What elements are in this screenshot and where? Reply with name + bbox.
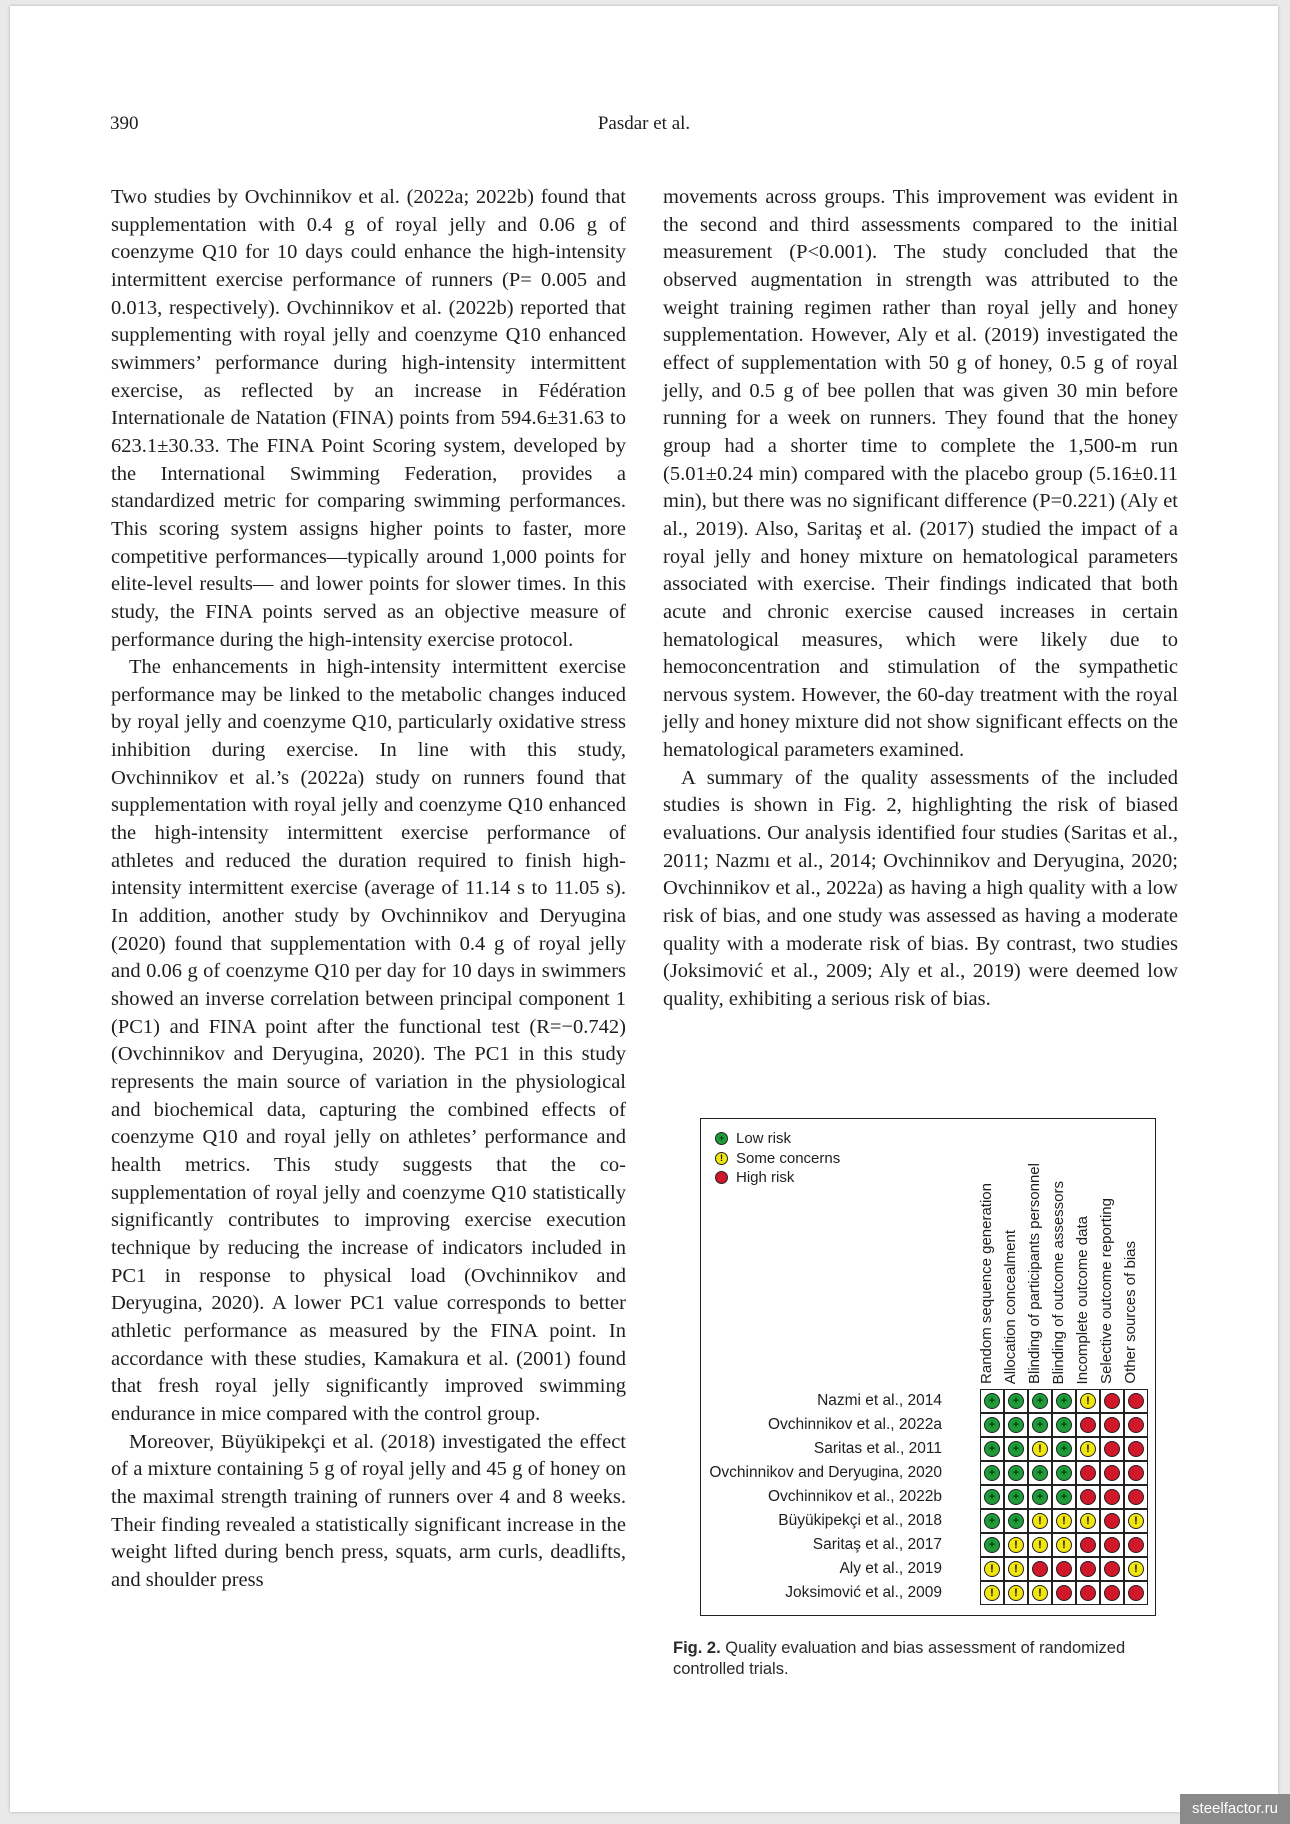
- page-number: 390: [110, 113, 139, 134]
- study-label: Nazmi et al., 2014: [817, 1392, 942, 1409]
- rating-cell: [980, 1533, 1004, 1557]
- some-risk-icon: !: [1032, 1441, 1048, 1457]
- rating-cell: [980, 1581, 1004, 1605]
- paragraph: Two studies by Ovchinnikov et al. (2022a; 2022b) found that supplementation with 0.4 g of royal jelly and 0.06 g of coenzyme Q10 for 10 days could enhance the high-intensity intermittent exercise performance of runners (P= 0.005 and 0.013, respectively). Ovchinnikov et al. (2022b) reported that supplementing with royal jelly and coenzyme Q10 enhanced swimmers’ performance during high-intensity intermittent exercise, as reflected by an increase in Fédération Internationale de Natation (FINA) points from 594.6±31.63 to 623.1±30.33. The FINA Point Scoring system, developed by the International Swimming Federation, provides a standardized metric for comparing swimming performances. This scoring system assigns higher points to faster, more competitive performances—typically around 1,000 points for elite-level results— and lower points for slower times. In this study, the FINA points served as an objective measure of performance during the high-intensity exercise protocol.: [111, 186, 626, 651]
- rating-cell: [1004, 1509, 1028, 1533]
- legend-item: [715, 1129, 840, 1149]
- rating-cell: [1004, 1389, 1028, 1413]
- study-label: Ovchinnikov and Deryugina, 2020: [709, 1464, 942, 1481]
- domain-header: [1047, 1129, 1071, 1384]
- high-risk-icon: [1128, 1417, 1144, 1433]
- rating-cell: [1004, 1461, 1028, 1485]
- high-risk-icon: [1104, 1393, 1120, 1409]
- rating-cell: [1004, 1557, 1028, 1581]
- high-risk-icon: [1128, 1441, 1144, 1457]
- rating-cell: [1004, 1437, 1028, 1461]
- high-risk-icon: [1104, 1561, 1120, 1577]
- rating-cell: [1076, 1389, 1100, 1413]
- rating-cell: [1028, 1461, 1052, 1485]
- rating-cell: [1076, 1533, 1100, 1557]
- study-label: Saritaş et al., 2017: [812, 1536, 942, 1553]
- rating-cell: [1028, 1413, 1052, 1437]
- rating-cell: [980, 1413, 1004, 1437]
- domain-header: [975, 1129, 999, 1384]
- study-label: Ovchinnikov et al., 2022b: [767, 1488, 942, 1505]
- rating-cell: [1028, 1485, 1052, 1509]
- paragraph: movements across groups. This improvement was evident in the second and third assessments compared to the initial measurement (P<0.001). The study concluded that the observed augmentation in strength was attributed to the weight training regimen rather than royal jelly and honey supplementation. However, Aly et al. (2019) investigated the effect of supplementation with 50 g of honey, 0.5 g of royal jelly, and 0.5 g of bee pollen that was given 30 min before running for a week on runners. They found that the honey group had a shorter time to complete the 1,500-m run (5.01±0.24 min) compared with the placebo group (5.16±0.11 min), but there was no significant difference (P=0.221) (Aly et al., 2019). Also, Saritaş et al. (2017) studied the impact of a royal jelly and honey mixture on hematological parameters associated with exercise. Their findings indicated that both acute and chronic exercise caused increases in certain hematological measures, which were likely due to hemoconcentration and stimulation of the sympathetic nervous system. However, the 60-day treatment with the royal jelly and honey mixture did not show significant effects on the hematological parameters examined.: [663, 186, 1178, 762]
- right-column: [663, 184, 1178, 1014]
- high-risk-icon: [1128, 1537, 1144, 1553]
- some-risk-icon: !: [1008, 1561, 1024, 1577]
- rating-cell: [1100, 1509, 1124, 1533]
- rating-cell: [1124, 1485, 1148, 1509]
- some-risk-icon: !: [1080, 1513, 1096, 1529]
- low-risk-icon: +: [1056, 1393, 1072, 1409]
- running-head: Pasdar et al.: [597, 113, 691, 134]
- rating-cell: [1076, 1461, 1100, 1485]
- rating-cell: [1004, 1485, 1028, 1509]
- left-column: [111, 184, 626, 1594]
- rating-cell: [980, 1557, 1004, 1581]
- low-risk-icon: +: [984, 1441, 1000, 1457]
- high-risk-icon: [1128, 1465, 1144, 1481]
- rating-cell: [1124, 1461, 1148, 1485]
- rating-cell: [1124, 1413, 1148, 1437]
- some-risk-icon: !: [715, 1152, 728, 1165]
- high-risk-icon: [1104, 1441, 1120, 1457]
- some-risk-icon: !: [1080, 1441, 1096, 1457]
- legend-item: [715, 1149, 840, 1169]
- rating-cell: [1052, 1533, 1076, 1557]
- low-risk-icon: +: [984, 1513, 1000, 1529]
- high-risk-icon: [1128, 1489, 1144, 1505]
- risk-of-bias-figure: [700, 1118, 1156, 1616]
- figure-caption: [673, 1638, 1193, 1680]
- rating-cell: [1052, 1461, 1076, 1485]
- some-risk-icon: !: [984, 1561, 1000, 1577]
- some-risk-icon: !: [1128, 1513, 1144, 1529]
- high-risk-icon: [1128, 1393, 1144, 1409]
- rating-cell: [1052, 1437, 1076, 1461]
- high-risk-icon: [1104, 1537, 1120, 1553]
- high-risk-icon: [1080, 1465, 1096, 1481]
- rating-cell: [1100, 1437, 1124, 1461]
- rating-cell: [1124, 1437, 1148, 1461]
- rating-cell: [980, 1509, 1004, 1533]
- rating-cell: [1100, 1413, 1124, 1437]
- study-label: Saritas et al., 2011: [813, 1440, 942, 1457]
- legend-item: [715, 1168, 840, 1188]
- rating-cell: [1076, 1413, 1100, 1437]
- paragraph: The enhancements in high-intensity intermittent exercise performance may be linked to the metabolic changes induced by royal jelly and coenzyme Q10, particularly oxidative stress inhibition during exercise. In line with this study, Ovchinnikov et al.’s (2022a) study on runners found that supplementation with royal jelly and coenzyme Q10 enhanced the high-intensity intermittent exercise performance of athletes and reduced the duration required to finish high-intensity intermittent exercise (average of 11.14 s to 11.05 s). In addition, another study by Ovchinnikov and Deryugina (2020) found that supplementation with 0.4 g of royal jelly and 0.06 g of coenzyme Q10 per day for 10 days in swimmers showed an inverse correlation between principal component 1 (PC1) and FINA point after the functional test (R=−0.742) (Ovchinnikov and Deryugina, 2020). The PC1 in this study represents the main source of variation in the physiological and biochemical data, capturing the combined effects of coenzyme Q10 and royal jelly on athletes’ performance and health metrics. This study suggests that the co-supplementation of royal jelly and coenzyme Q10 statistically significantly contributes to improving exercise execution technique by reducing the increase of indicators included in PC1 in response to physical load (Ovchinnikov and Deryugina, 2020). A lower PC1 value corresponds to better athletic performance as measured by the FINA point. In accordance with these studies, Kamakura et al. (2001) found that fresh royal jelly significantly improved swimming endurance in mice compared with the control group.: [111, 656, 626, 1425]
- rating-cell: [1052, 1485, 1076, 1509]
- high-risk-icon: [1056, 1561, 1072, 1577]
- caption-text: Quality evaluation and bias assessment of randomized controlled trials.: [673, 1639, 1126, 1678]
- rating-cell: [1028, 1581, 1052, 1605]
- rating-cell: [980, 1461, 1004, 1485]
- some-risk-icon: !: [1032, 1585, 1048, 1601]
- study-label: Büyükipekçi et al., 2018: [778, 1512, 942, 1529]
- rating-cell: [1076, 1509, 1100, 1533]
- low-risk-icon: +: [984, 1537, 1000, 1553]
- high-risk-icon: [1104, 1489, 1120, 1505]
- low-risk-icon: +: [1008, 1489, 1024, 1505]
- rating-cell: [1076, 1485, 1100, 1509]
- rating-cell: [1052, 1413, 1076, 1437]
- high-risk-icon: [1104, 1465, 1120, 1481]
- low-risk-icon: +: [1032, 1393, 1048, 1409]
- rating-cell: [1100, 1557, 1124, 1581]
- study-label: Joksimović et al., 2009: [785, 1584, 942, 1601]
- figure-legend: [715, 1129, 840, 1188]
- rating-cell: [1052, 1557, 1076, 1581]
- low-risk-icon: +: [1032, 1489, 1048, 1505]
- low-risk-icon: +: [1056, 1489, 1072, 1505]
- rating-cell: [1076, 1437, 1100, 1461]
- some-risk-icon: !: [1056, 1513, 1072, 1529]
- low-risk-icon: +: [1032, 1417, 1048, 1433]
- domain-label: Incomplete outcome data: [1074, 1215, 1091, 1384]
- rating-cell: [1052, 1389, 1076, 1413]
- legend-label: Low risk: [736, 1130, 792, 1147]
- low-risk-icon: +: [1008, 1417, 1024, 1433]
- high-risk-icon: [1080, 1585, 1096, 1601]
- watermark: steelfactor.ru: [1180, 1794, 1290, 1824]
- domain-label: Blinding of outcome assessors: [1050, 1180, 1067, 1384]
- some-risk-icon: !: [1008, 1585, 1024, 1601]
- rating-cell: [1124, 1581, 1148, 1605]
- low-risk-icon: +: [984, 1417, 1000, 1433]
- rating-cell: [1028, 1389, 1052, 1413]
- rating-cell: [1124, 1509, 1148, 1533]
- low-risk-icon: +: [1008, 1441, 1024, 1457]
- some-risk-icon: !: [1032, 1537, 1048, 1553]
- high-risk-icon: [1080, 1537, 1096, 1553]
- some-risk-icon: !: [1032, 1513, 1048, 1529]
- high-risk-icon: [1128, 1585, 1144, 1601]
- legend-label: Some concerns: [736, 1149, 841, 1167]
- high-risk-icon: [1056, 1585, 1072, 1601]
- rating-cell: [1124, 1557, 1148, 1581]
- rating-cell: [1076, 1557, 1100, 1581]
- paragraph: Moreover, Büyükipekçi et al. (2018) investigated the effect of a mixture containing 5 g of royal jelly and 45 g of honey on the maximal strength training of runners over 4 and 8 weeks. Their finding revealed a statistically significant increase in the weight lifted during bench press, squats, arm curls, deadlifts, and shoulder press: [111, 1430, 626, 1591]
- rating-cell: [1004, 1581, 1028, 1605]
- some-risk-icon: !: [984, 1585, 1000, 1601]
- high-risk-icon: [1032, 1561, 1048, 1577]
- rating-cell: [1076, 1581, 1100, 1605]
- low-risk-icon: +: [984, 1489, 1000, 1505]
- study-label: Ovchinnikov et al., 2022a: [767, 1416, 942, 1433]
- domain-label: Selective outcome reporting: [1098, 1198, 1115, 1384]
- some-risk-icon: !: [1080, 1393, 1096, 1409]
- rating-cell: [980, 1389, 1004, 1413]
- rating-cell: [1028, 1533, 1052, 1557]
- domain-header: [1119, 1129, 1143, 1384]
- low-risk-icon: +: [715, 1132, 728, 1145]
- high-risk-icon: [1104, 1417, 1120, 1433]
- high-risk-icon: [1104, 1585, 1120, 1601]
- rating-cell: [1028, 1437, 1052, 1461]
- legend-label: High risk: [736, 1169, 795, 1186]
- document-page: [10, 6, 1278, 1812]
- domain-header: [1023, 1129, 1047, 1384]
- high-risk-icon: [1080, 1417, 1096, 1433]
- rating-cell: [1004, 1533, 1028, 1557]
- low-risk-icon: +: [1032, 1465, 1048, 1481]
- low-risk-icon: +: [1008, 1513, 1024, 1529]
- rating-cell: [1100, 1389, 1124, 1413]
- low-risk-icon: +: [1008, 1465, 1024, 1481]
- some-risk-icon: !: [1008, 1537, 1024, 1553]
- rating-cell: [980, 1485, 1004, 1509]
- some-risk-icon: !: [1128, 1561, 1144, 1577]
- rating-cell: [1028, 1557, 1052, 1581]
- rating-cell: [1100, 1485, 1124, 1509]
- domain-label: Allocation concealment: [1002, 1229, 1019, 1384]
- rating-cell: [1100, 1581, 1124, 1605]
- low-risk-icon: +: [1056, 1441, 1072, 1457]
- paragraph: A summary of the quality assessments of the included studies is shown in Fig. 2, highlighting the risk of biased evaluations. Our analysis identified four studies (Saritas et al., 2011; Nazmı et al., 2014; Ovchinnikov and Deryugina, 2020; Ovchinnikov et al., 2022a) as having a high quality with a low risk of bias, and one study was assessed as having a moderate quality with a moderate risk of bias. By contrast, two studies (Joksimović et al., 2009; Aly et al., 2019) were deemed low quality, exhibiting a serious risk of bias.: [663, 766, 1178, 1011]
- high-risk-icon: [1104, 1513, 1120, 1529]
- rating-cell: [1100, 1461, 1124, 1485]
- low-risk-icon: +: [1008, 1393, 1024, 1409]
- rating-cell: [1052, 1509, 1076, 1533]
- domain-label: Random sequence generation: [978, 1183, 995, 1384]
- rating-cell: [1100, 1533, 1124, 1557]
- some-risk-icon: !: [1056, 1537, 1072, 1553]
- low-risk-icon: +: [984, 1465, 1000, 1481]
- rating-cell: [1028, 1509, 1052, 1533]
- rating-cell: [980, 1437, 1004, 1461]
- domain-header: [999, 1129, 1023, 1384]
- high-risk-icon: [1080, 1489, 1096, 1505]
- rating-cell: [1052, 1581, 1076, 1605]
- low-risk-icon: +: [984, 1393, 1000, 1409]
- domain-label: Blinding of participants personnel: [1026, 1163, 1043, 1384]
- study-label: Aly et al., 2019: [839, 1560, 942, 1577]
- rating-cell: [1124, 1533, 1148, 1557]
- low-risk-icon: +: [1056, 1465, 1072, 1481]
- domain-label: Other sources of bias: [1122, 1241, 1139, 1384]
- high-risk-icon: [715, 1171, 728, 1184]
- rating-cell: [1004, 1413, 1028, 1437]
- caption-label: Fig. 2.: [673, 1639, 721, 1657]
- domain-header: [1095, 1129, 1119, 1384]
- high-risk-icon: [1080, 1561, 1096, 1577]
- low-risk-icon: +: [1056, 1417, 1072, 1433]
- domain-header: [1071, 1129, 1095, 1384]
- rating-cell: [1124, 1389, 1148, 1413]
